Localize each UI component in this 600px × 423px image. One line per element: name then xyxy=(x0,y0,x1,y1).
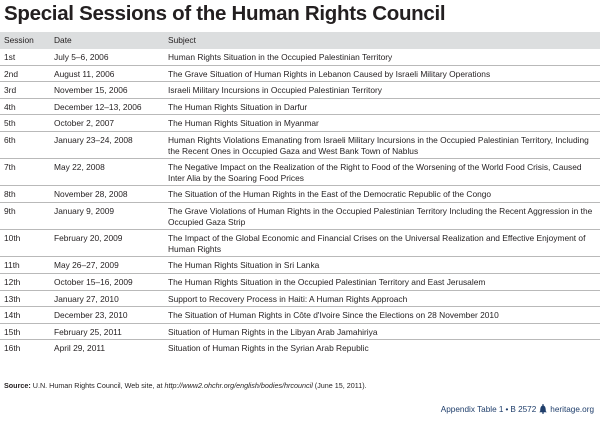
source-text-after: (June 15, 2011). xyxy=(312,381,367,390)
cell-subject: The Human Rights Situation in the Occupied Palestinian Territory and East Jerusalem xyxy=(164,273,600,290)
footer-site: heritage.org xyxy=(550,404,594,414)
cell-date: January 23–24, 2008 xyxy=(50,131,164,158)
cell-session: 2nd xyxy=(0,65,50,82)
table-row xyxy=(0,340,600,356)
cell-date: February 20, 2009 xyxy=(50,230,164,257)
cell-session: 9th xyxy=(0,202,50,229)
cell-session: 11th xyxy=(0,257,50,274)
table-row xyxy=(0,257,600,274)
cell-session: 3rd xyxy=(0,82,50,99)
cell-date: May 22, 2008 xyxy=(50,159,164,186)
cell-date: July 5–6, 2006 xyxy=(50,49,164,65)
table-row xyxy=(0,82,600,99)
table-row xyxy=(0,323,600,340)
cell-date: November 28, 2008 xyxy=(50,186,164,203)
cell-subject: Support to Recovery Process in Haiti: A Human Rights Approach xyxy=(164,290,600,307)
cell-subject: The Human Rights Situation in Darfur xyxy=(164,98,600,115)
cell-session: 4th xyxy=(0,98,50,115)
cell-session: 6th xyxy=(0,131,50,158)
cell-session: 7th xyxy=(0,159,50,186)
cell-date: January 27, 2010 xyxy=(50,290,164,307)
table-row xyxy=(0,65,600,82)
cell-subject: The Human Rights Situation in Sri Lanka xyxy=(164,257,600,274)
source-label: Source: xyxy=(4,381,31,390)
cell-date: December 12–13, 2006 xyxy=(50,98,164,115)
table-row xyxy=(0,186,600,203)
cell-subject: Situation of Human Rights in the Syrian Arab Republic xyxy=(168,343,369,354)
header-subject: Subject xyxy=(164,32,600,49)
cell-date: October 15–16, 2009 xyxy=(50,273,164,290)
table-row xyxy=(0,98,600,115)
cell-subject: Situation of Human Rights in the Libyan Arab Jamahiriya xyxy=(164,323,600,340)
cell-date: December 23, 2010 xyxy=(50,307,164,324)
cell-subject: The Human Rights Situation in Myanmar xyxy=(164,115,600,132)
table-row xyxy=(0,202,600,229)
header-session: Session xyxy=(0,32,50,49)
cell-subject: Human Rights Situation in the Occupied Palestinian Territory xyxy=(164,49,600,65)
table-row xyxy=(0,290,600,307)
cell-subject: The Negative Impact on the Realization of the Right to Food of the Worsening of the World Food Crisis, Caused Inter Alia by the Soaring Food Prices xyxy=(164,159,600,186)
table-row xyxy=(0,49,600,65)
footer-report-ref: B 2572 xyxy=(510,404,537,414)
table-body xyxy=(0,49,600,356)
cell-subject: The Impact of the Global Economic and Financial Crises on the Universal Realization and Effective Enjoyment of Human Rights xyxy=(164,230,600,257)
cell-session: 12th xyxy=(0,273,50,290)
cell-date: November 15, 2006 xyxy=(50,82,164,99)
cell-date: April 29, 2011 xyxy=(54,343,106,354)
cell-session: 14th xyxy=(0,307,50,324)
cell-subject: Israeli Military Incursions in Occupied Palestinian Territory xyxy=(164,82,600,99)
source-url: http://www2.ohchr.org/english/bodies/hrcouncil xyxy=(164,381,313,390)
cell-subject: Human Rights Violations Emanating from Israeli Military Incursions in the Occupied Palestinian Territory, Including the Recent Ones in Occupied Gaza and West Bank Town of Nablus xyxy=(164,131,600,158)
table-row xyxy=(0,230,600,257)
page-title: Special Sessions of the Human Rights Council xyxy=(4,2,446,25)
cell-date: October 2, 2007 xyxy=(50,115,164,132)
cell-date: January 9, 2009 xyxy=(50,202,164,229)
source-note xyxy=(4,381,367,390)
cell-session: 10th xyxy=(0,230,50,257)
cell-date: February 25, 2011 xyxy=(50,323,164,340)
cell-session: 8th xyxy=(0,186,50,203)
cell-subject: The Grave Situation of Human Rights in Lebanon Caused by Israeli Military Operations xyxy=(164,65,600,82)
cell-subject: The Situation of the Human Rights in the East of the Democratic Republic of the Congo xyxy=(164,186,600,203)
liberty-bell-icon xyxy=(538,404,548,414)
footer-separator: • xyxy=(505,404,509,414)
cell-subject: The Situation of Human Rights in Côte d'Ivoire Since the Elections on 28 November 2010 xyxy=(164,307,600,324)
table-row xyxy=(0,115,600,132)
cell-session: 13th xyxy=(0,290,50,307)
cell-date: August 11, 2006 xyxy=(50,65,164,82)
table-row xyxy=(0,131,600,158)
table-row xyxy=(0,159,600,186)
table-header-row xyxy=(0,32,600,49)
cell-session: 15th xyxy=(0,323,50,340)
sessions-table xyxy=(0,32,600,356)
footer-table-ref: Appendix Table 1 xyxy=(440,404,504,414)
table-row xyxy=(0,307,600,324)
cell-subject: The Grave Violations of Human Rights in the Occupied Palestinian Territory Including the Recent Aggression in the Occupied Gaza Strip xyxy=(164,202,600,229)
cell-date: May 26–27, 2009 xyxy=(50,257,164,274)
cell-session: 5th xyxy=(0,115,50,132)
cell-session: 1st xyxy=(0,49,50,65)
source-text-before: U.N. Human Rights Council, Web site, at xyxy=(30,381,165,390)
footer xyxy=(441,404,594,414)
table-row xyxy=(0,273,600,290)
header-date: Date xyxy=(50,32,164,49)
cell-session: 16th xyxy=(4,343,21,354)
